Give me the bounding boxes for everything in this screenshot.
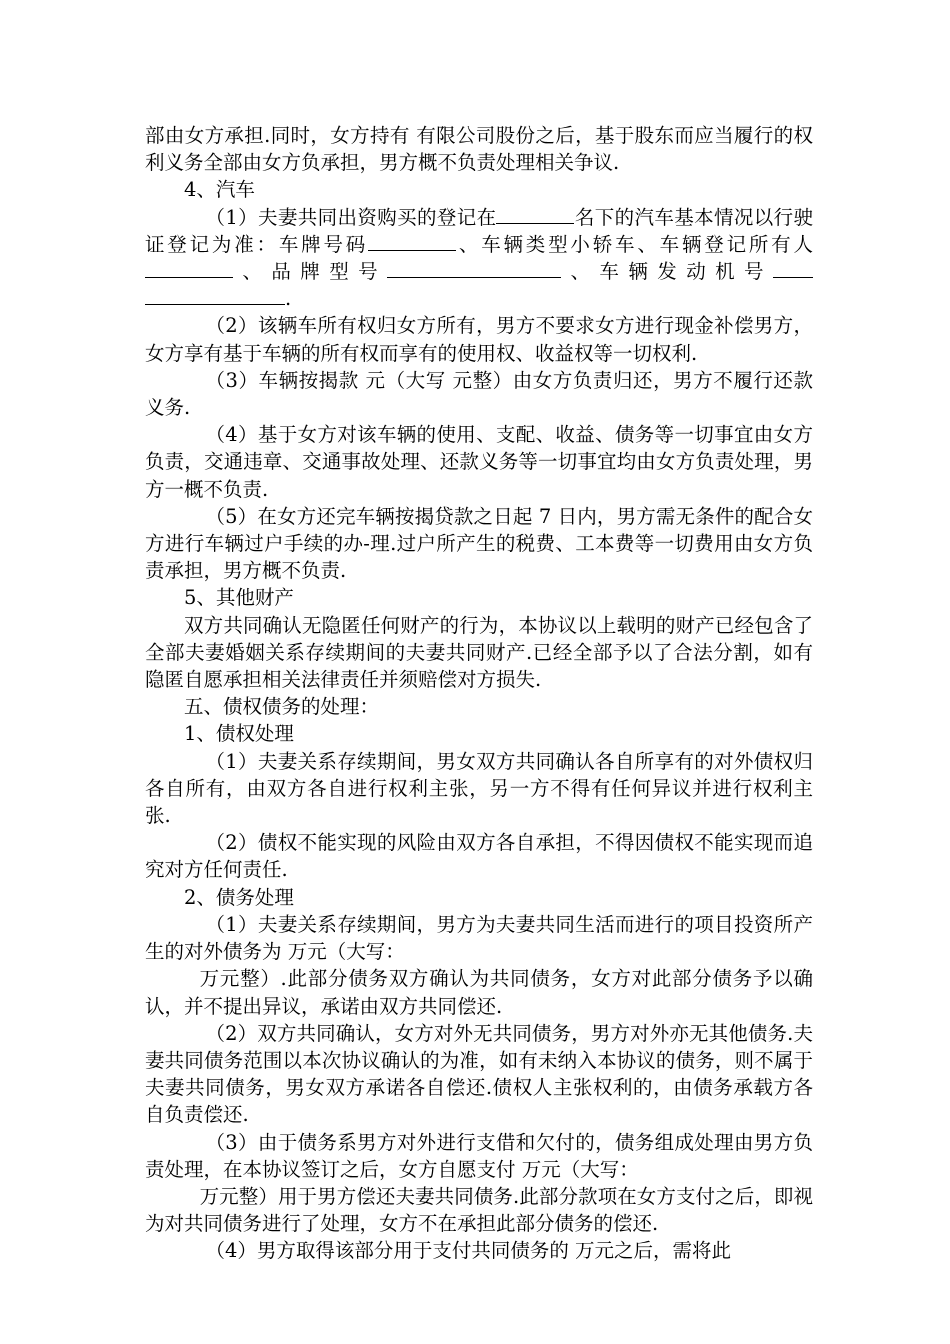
paragraph-debt-4: （4）男方取得该部分用于支付共同债务的 万元之后，需将此 [205,1239,732,1263]
text-segment: 、车辆类型小轿车、车辆登记所有人 [456,232,813,256]
text-segment: （1）夫妻共同出资购买的登记在 [205,205,497,229]
fill-blank-plate-number [368,232,456,251]
paragraph-debt-3: （3）由于债务系男方对外进行支借和欠付的，债务组成处理由男方负责处理，在本协议签订之后，女方自愿支付 万元（大写： [145,1130,813,1181]
heading-claims: 1、债权处理 [184,722,294,746]
text-segment: . [285,287,292,311]
text-segment: 、品牌型号 [233,260,388,284]
heading-other-property: 5、其他财产 [184,586,294,610]
paragraph-car-ownership: （2）该辆车所有权归女方所有，男方不要求女方进行现金补偿男方，女方享有基于车辆的所有权而享有的使用权、收益权等一切权利. [145,314,813,365]
fill-blank-engine-number [773,259,813,278]
paragraph-debt-2: （2）双方共同确认，女方对外无共同债务，男方对外亦无其他债务.夫妻共同债务范围以本次协议确认的为准，如有未纳入本协议的债务，则不属于夫妻共同债务，男女双方承诺各自偿还.债权人主张权利的，由债务承载方各自负责偿还. [145,1021,813,1127]
paragraph-car-info [145,204,813,313]
text-segment: 、车辆发动机号 [561,260,773,284]
document-page [145,122,813,1265]
heading-car: 4、汽车 [184,178,255,202]
heading-debt-handling: 2、债务处理 [184,885,294,909]
paragraph-car-loan: （3）车辆按揭款 元（大写 元整）由女方负责归还，男方不履行还款义务. [145,368,813,420]
paragraph-other-property: 双方共同确认无隐匿任何财产的行为，本协议以上载明的财产已经包含了全部夫妻婚姻关系存续期间的夫妻共同财产.已经全部予以了合法分割，如有隐匿自愿承担相关法律责任并须赔偿对方损失. [145,613,813,692]
paragraph-debt-3-cont: 万元整）用于男方偿还夫妻共同债务.此部分款项在女方支付之后，即视为对共同债务进行了处理，女方不在承担此部分债务的偿还. [145,1184,813,1236]
paragraph-claims-1: （1）夫妻关系存续期间，男女双方共同确认各自所享有的对外债权归各自所有，由双方各自进行权利主张，另一方不得有任何异议并进行权利主张. [145,749,813,828]
paragraph-claims-2: （2）债权不能实现的风险由双方各自承担，不得因债权不能实现而追究对方任何责任. [145,831,813,882]
paragraph-shares: 部由女方承担.同时，女方持有 有限公司股份之后，基于股东而应当履行的权利义务全部由女方负承担，男方概不负责处理相关争议. [145,124,813,175]
paragraph-car-transfer: （5）在女方还完车辆按揭贷款之日起 7 日内，男方需无条件的配合女方进行车辆过户手续的办-理.过户所产生的税费、工本费等一切费用由女方负责承担，男方概不负责. [145,504,813,583]
fill-blank-engine-number-cont [145,286,285,305]
paragraph-debt-1: （1）夫妻关系存续期间，男方为夫妻共同生活而进行的项目投资所产生的对外债务为 万元（大写： [145,912,813,964]
fill-blank-owner [145,259,233,278]
text-segment: 名下的汽车基本情况以行驶证登记为准：车牌号码 [145,205,813,256]
fill-blank-registrant [496,205,574,224]
paragraph-car-usage: （4）基于女方对该车辆的使用、支配、收益、债务等一切事宜由女方负责，交通违章、交通事故处理、还款义务等一切事宜均由女方负责处理，男方一概不负责. [145,423,813,501]
paragraph-debt-1-cont: 万元整）.此部分债务双方确认为共同债务，女方对此部分债务予以确认，并不提出异议，承诺由双方共同偿还. [145,967,813,1018]
fill-blank-model [387,259,561,278]
heading-debts: 五、债权债务的处理： [184,695,380,719]
